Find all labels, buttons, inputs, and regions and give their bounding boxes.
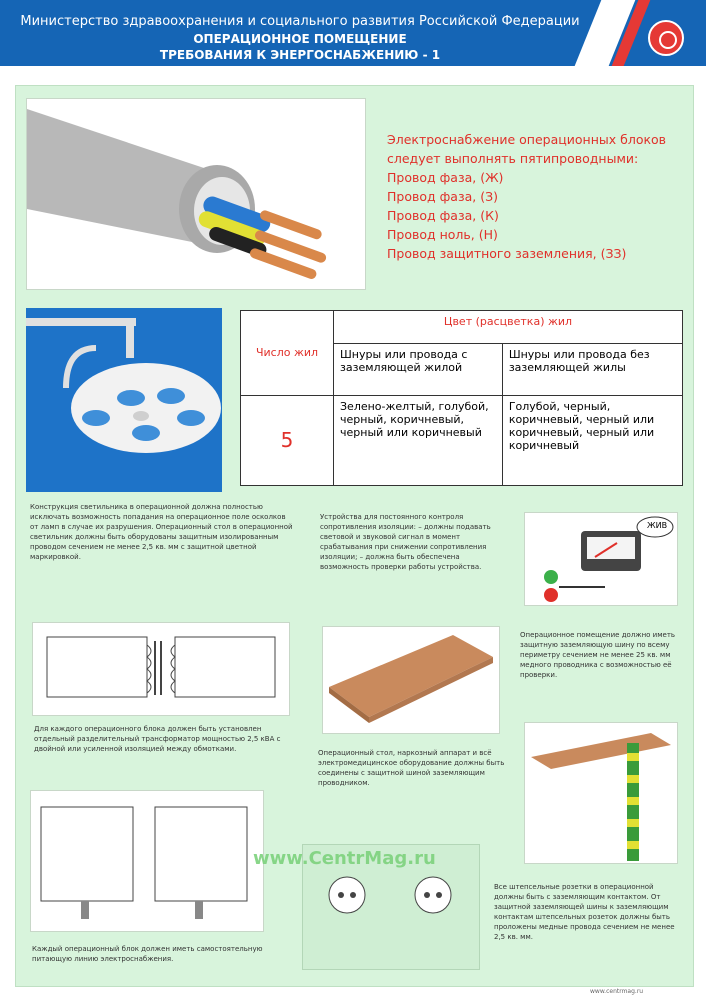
panel-boards-illustration: [30, 790, 264, 932]
header-wire-color: Цвет (расцветка) жил: [334, 311, 683, 344]
cell-with-colors: Зелено-желтый, голубой, черный, коричневый, черный или коричневый: [334, 395, 503, 485]
wire-item: Провод защитного заземления, (ЗЗ): [387, 246, 627, 261]
text-sockets: Все штепсельные розетки в операционной должны быть с заземляющим контактом. От защитной заземляющей шины к заземляющим контактам штепсельных розеток должны быть проложены медные провода сечением не менее 2,5 кв. мм.: [494, 883, 675, 941]
panel-boards-icon: [31, 791, 263, 931]
header-with-ground: Шнуры или провода с заземляющей жилой: [334, 343, 503, 395]
transformer-diagram: [32, 622, 290, 716]
wire-item: Провод фаза, (К): [387, 208, 499, 223]
cell-without-colors: Голубой, черный, коричневый, черный или коричневый, черный или коричневый: [502, 395, 682, 485]
text-insulation-monitor: Устройства для постоянного контроля сопротивления изоляции: – должны подавать световой и звуковой сигнал в момент срабатывания при снижении сопротивления изоляции; – должна быть обеспечена возможность проверки работы устройства.: [320, 513, 491, 571]
cable-illustration: [26, 98, 366, 290]
intro-text: [387, 130, 687, 263]
cell-count: 5: [241, 395, 334, 485]
ground-column-icon: [525, 723, 677, 863]
insulation-meter-illustration: [524, 512, 678, 606]
wire-item: Провод фаза, (З): [387, 189, 498, 204]
header-without-ground: Шнуры или провода без заземляющей жилы: [502, 343, 682, 395]
wire-item: Провод фаза, (Ж): [387, 170, 504, 185]
meter-label: ЖИВ: [647, 521, 668, 530]
cable-icon: [27, 99, 365, 289]
lamp-icon: [26, 308, 222, 492]
header-subtitle: ТРЕБОВАНИЯ К ЭНЕРГОСНАБЖЕНИЮ - 1: [159, 48, 441, 62]
transformer-icon: [33, 623, 289, 715]
header-bar: [0, 0, 706, 66]
text-ground-bus: Операционное помещение должно иметь защитную заземляющую шину по всему периметру сечением не менее 25 кв. мм медного проводника с возможностью её проверки.: [520, 631, 676, 679]
header-wire-count: Число жил: [241, 311, 334, 396]
floor-slab-illustration: [322, 626, 500, 734]
header-title: ОПЕРАЦИОННОЕ ПОМЕЩЕНИЕ: [193, 32, 407, 46]
header-ministry: Министерство здравоохранения и социального развития Российской Федерации: [20, 14, 580, 29]
ground-column-illustration: [524, 722, 678, 864]
watermark: www.CentrMag.ru: [253, 848, 436, 869]
wire-item: Провод ноль, (Н): [387, 227, 498, 242]
text-table-ground: Операционный стол, наркозный аппарат и всё электромедицинское оборудование должны быть соединены с защитной шиной заземляющим проводником.: [318, 749, 505, 787]
footer-code: www.centrmag.ru: [590, 988, 644, 995]
ministry-logo-icon: [648, 20, 684, 56]
text-transformer: Для каждого операционного блока должен быть установлен отдельный разделительный трансформатор мощностью 2,5 кВА с двойной или усиленной изоляцией между обмотками.: [34, 725, 281, 753]
intro-lead: Электроснабжение операционных блоков следует выполнять пятипроводными:: [387, 132, 667, 166]
slab-icon: [323, 627, 499, 733]
text-lamp-requirements: Конструкция светильника в операционной должна полностью исключать возможность попадания на операционное поле осколков от ламп в случае их разрушения. Операционный стол в операционной светильник должны быть оборудованы защитным изолированным проводом сечением не менее 2,5 кв. мм с защитной цветной маркировкой.: [30, 503, 293, 561]
text-supply-line: Каждый операционный блок должен иметь самостоятельную питающую линию электроснабжения.: [32, 945, 263, 963]
wire-color-table: [240, 310, 683, 486]
surgical-lamp-photo: [26, 308, 222, 492]
